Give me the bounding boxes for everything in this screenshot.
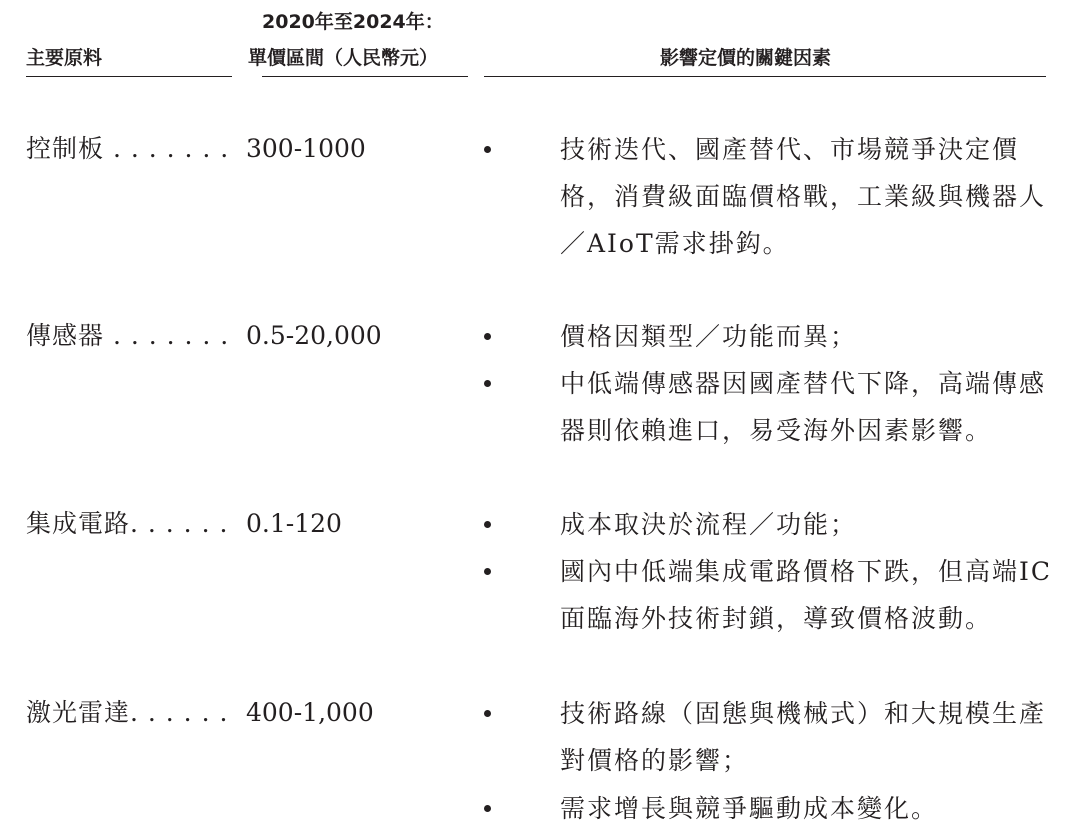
row-label-lidar: 激光雷達. . . . . . xyxy=(26,698,229,727)
row-label-sensor: 傳感器 . . . . . . . xyxy=(26,321,230,350)
header-rule-col3 xyxy=(484,76,1046,77)
bullet-dot xyxy=(484,333,491,340)
header-price-range-line1: 2020年至2024年： xyxy=(262,11,444,33)
bullet-dot xyxy=(484,710,491,717)
factor-text: 技術迭代、國產替代、市場競爭決定價格，消費級面臨價格戰，工業級與機器人／AIoT需求掛鈎。 xyxy=(560,135,1047,258)
row-label-integrated-circuit: 集成電路. . . . . . xyxy=(26,509,229,538)
bullet-dot xyxy=(484,146,491,153)
bullet-dot xyxy=(484,805,491,812)
bullet-dot xyxy=(484,521,491,528)
row-price-integrated-circuit: 0.1-120 xyxy=(246,509,342,538)
header-key-factors: 影響定價的關鍵因素 xyxy=(660,47,832,69)
header-price-range-line2: 單價區間（人民幣元） xyxy=(248,47,439,69)
row-label-control-board: 控制板 . . . . . . . xyxy=(26,134,230,163)
factor-text: 中低端傳感器因國產替代下降，高端傳感器則依賴進口，易受海外因素影響。 xyxy=(560,369,1047,445)
row-price-lidar: 400-1,000 xyxy=(246,698,374,727)
factor-text: 國內中低端集成電路價格下跌，但高端IC面臨海外技術封鎖，導致價格波動。 xyxy=(560,557,1053,633)
bullet-dot xyxy=(484,380,491,387)
header-rule-col2 xyxy=(262,76,468,77)
factor-text: 價格因類型／功能而異； xyxy=(560,322,858,351)
factor-text: 成本取決於流程／功能； xyxy=(560,510,858,539)
factor-text: 技術路線（固態與機械式）和大規模生產對價格的影響； xyxy=(560,699,1047,775)
factor-text: 需求增長與競爭驅動成本變化。 xyxy=(560,794,939,823)
bullet-dot xyxy=(484,568,491,575)
header-rule-col1 xyxy=(26,76,232,77)
row-price-sensor: 0.5-20,000 xyxy=(246,321,382,350)
row-price-control-board: 300-1000 xyxy=(246,134,366,163)
header-raw-material: 主要原料 xyxy=(26,47,103,69)
